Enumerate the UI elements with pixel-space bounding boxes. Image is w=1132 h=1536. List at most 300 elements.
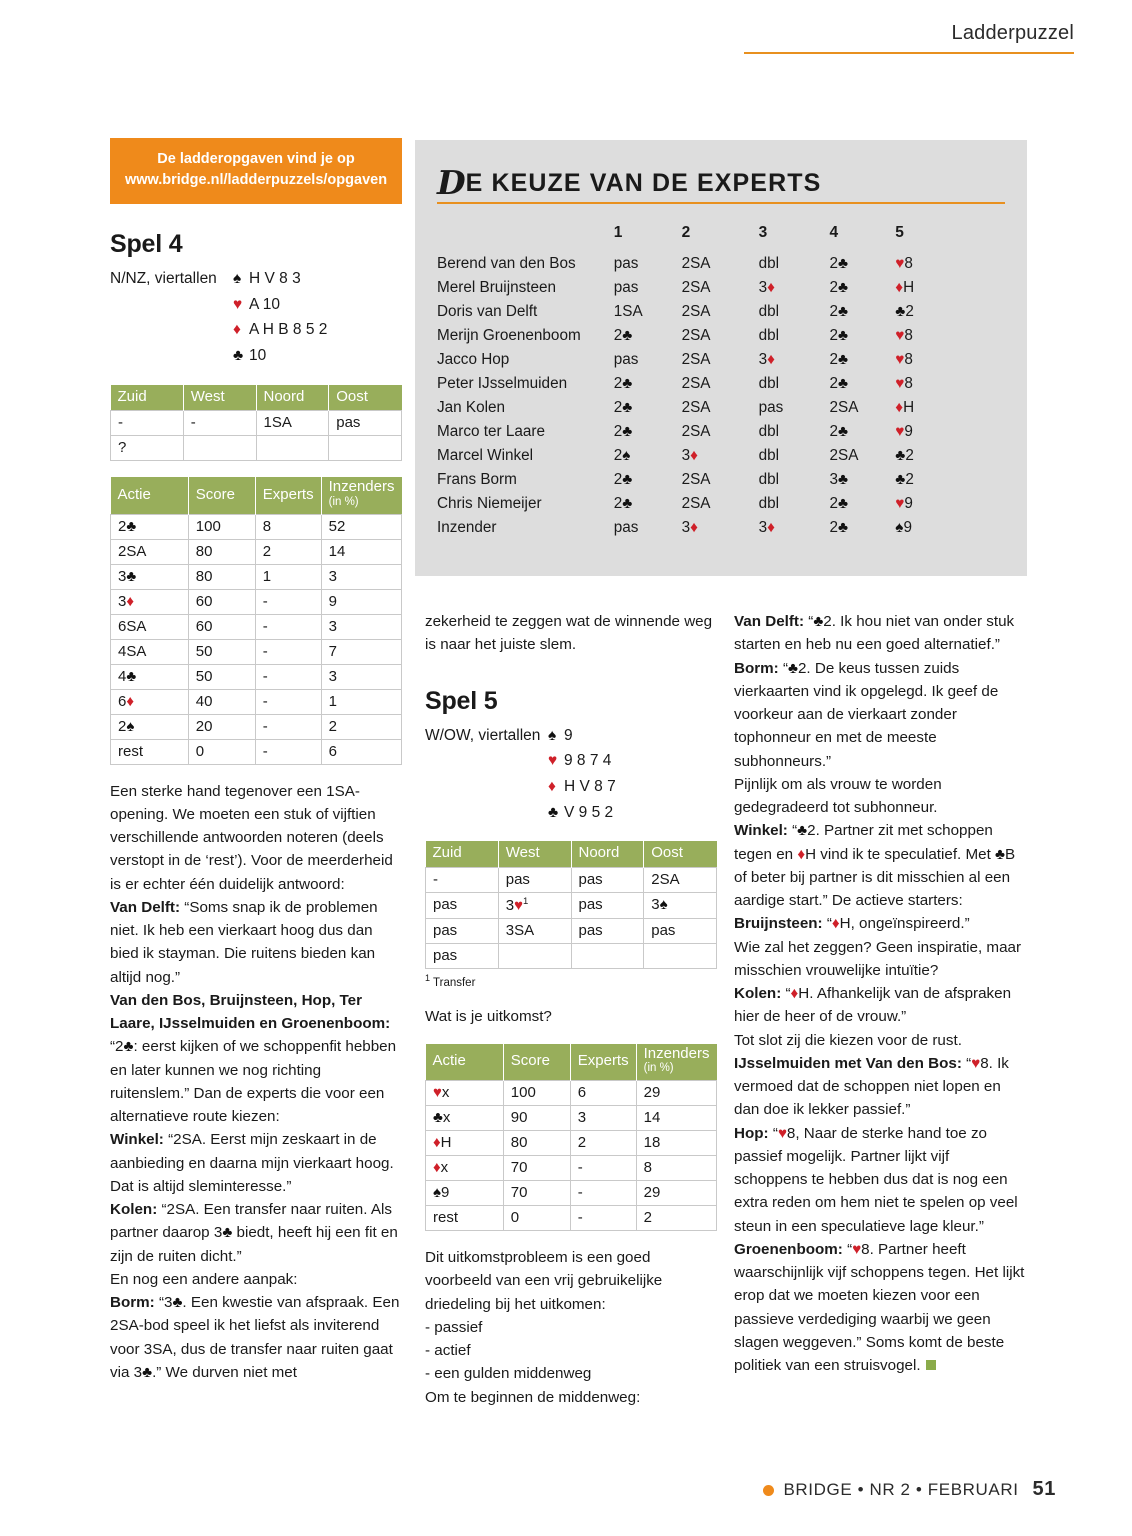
- quote: “♣2. De keus tussen zuids vierkaarten vind ik opgelegd. Ik geef de voorkeur aan de vierkaart zonder tophonneur en met de meeste subhonneurs.”: [734, 659, 999, 770]
- col-experts: Experts: [570, 1044, 636, 1081]
- club-icon: ♣: [222, 1224, 233, 1242]
- cell-score: 80: [188, 564, 255, 589]
- experts-row: [437, 348, 957, 372]
- quote: “2SA. Eerst mijn zeskaart in de aanbieding en daarna mijn vierkaart hoog. Dat is altijd sleminteresse.”: [110, 1131, 394, 1195]
- club-icon: ♣: [838, 327, 849, 344]
- spel4-heading: Spel 4: [110, 230, 183, 259]
- heart-icon: ♥: [895, 423, 905, 440]
- club-icon: ♣: [895, 471, 906, 488]
- col-oost: Oost: [644, 841, 717, 867]
- table-row: [111, 436, 402, 461]
- hand-row: [425, 723, 717, 749]
- cell-actie: ♣x: [426, 1106, 504, 1131]
- cell-score: 80: [188, 539, 255, 564]
- spel5-bidding-body: [426, 867, 717, 968]
- paragraph: [734, 1122, 1026, 1238]
- paragraph: Een sterke hand tegenover een 1SA-opening. We moeten een stuk of vijftien verschillende antwoorden noteren (deels verstopt in de ‘rest’). Voor de meerderheid is er echter één duidelijk antwoord:: [110, 782, 393, 893]
- table-row: [111, 639, 402, 664]
- spel4-clubs: 10: [249, 347, 267, 365]
- cell-experts: 8: [255, 514, 321, 539]
- paragraph: Dit uitkomstprobleem is een goed voorbeeld van een vrij gebruikelijke driedeling bij het uitkomen:: [425, 1249, 663, 1313]
- quote: “♥8. Partner heeft waarschijnlijk vijf schoppens tegen. Het lijkt erop dat we moeten kiezen voor een passieve verdediging waarbij we geen slagen weggeven.” Soms komt de beste politiek van een struisvogel.: [734, 1240, 1025, 1374]
- experts-row: [437, 324, 957, 348]
- quote: “♥8, Naar de sterke hand toe zo passief mogelijk. Partner lijkt vijf schoppens te hebben dus dat is nog een extra reden om hem niet te spelen op veel steun in een speculatieve lage kleur.”: [734, 1124, 1018, 1235]
- table-row: [111, 714, 402, 739]
- expert-answer-2: 3♦: [681, 519, 698, 536]
- club-icon: ♣: [895, 447, 906, 464]
- diamond-icon: ♦: [797, 845, 806, 863]
- heart-icon: ♥: [971, 1054, 981, 1072]
- hand-row: [110, 343, 402, 369]
- expert-answer-3: 3♦: [758, 279, 775, 296]
- speaker-label: Bruijnsteen:: [734, 915, 823, 933]
- page-footer: [0, 1478, 1132, 1501]
- expert-answer-4: 2♣: [829, 279, 849, 296]
- cell-experts: 2: [255, 539, 321, 564]
- club-icon: ♣: [622, 399, 633, 416]
- table-cell: pas: [498, 867, 571, 892]
- table-header-row: [426, 841, 717, 867]
- cell-score: 20: [188, 714, 255, 739]
- cell-actie: rest: [426, 1206, 504, 1231]
- cell-score: 50: [188, 664, 255, 689]
- expert-answer-5: ♦H: [895, 399, 915, 416]
- speaker-label: Kolen:: [734, 985, 782, 1002]
- cell-score: 90: [503, 1106, 570, 1131]
- club-icon: ♣: [788, 659, 798, 677]
- table-row: [426, 943, 717, 968]
- cell-actie: 6SA: [111, 614, 189, 639]
- diamond-icon: ♦: [433, 1159, 441, 1177]
- expert-answer-5: ♣2: [895, 471, 914, 488]
- spade-icon: ♠: [548, 726, 557, 744]
- paragraph: [110, 1198, 402, 1268]
- expert-answer-5: ♥9: [895, 495, 913, 512]
- spade-icon: ♠: [126, 717, 135, 735]
- spel4-vulnerability: N/NZ, viertallen: [110, 270, 217, 288]
- col-oost: Oost: [329, 385, 402, 411]
- table-row: [426, 1081, 717, 1106]
- cell-inzenders: 18: [636, 1131, 716, 1156]
- promo-box: [110, 138, 402, 204]
- cell-experts: -: [255, 614, 321, 639]
- expert-name: Merijn Groenenboom: [437, 327, 581, 344]
- table-cell: [183, 436, 256, 461]
- paragraph: En nog een andere aanpak:: [110, 1270, 298, 1288]
- spade-icon: ♠: [233, 270, 242, 288]
- expert-name: Marco ter Laare: [437, 423, 545, 440]
- col-score: Score: [188, 477, 255, 514]
- diamond-icon: ♦: [831, 915, 840, 933]
- club-icon: ♣: [838, 255, 849, 272]
- footnote-text: Transfer: [433, 976, 476, 989]
- spel5-actions-table: [425, 1044, 717, 1231]
- table-cell: -: [183, 411, 256, 436]
- spel5-footnote: [425, 973, 717, 989]
- spade-icon: ♠: [659, 896, 668, 914]
- expert-answer-4: 2♣: [829, 303, 849, 320]
- club-icon: ♣: [813, 613, 824, 630]
- spel5-hand: [425, 723, 717, 826]
- col-inzenders-label: Inzenders: [643, 1044, 710, 1062]
- cell-experts: 2: [570, 1131, 636, 1156]
- heart-icon: ♥: [777, 1124, 787, 1142]
- expert-answer-3: dbl: [758, 327, 780, 344]
- expert-answer-5: ♠9: [895, 519, 912, 536]
- running-head-rule: [744, 52, 1074, 54]
- expert-name: Peter IJsselmuiden: [437, 375, 568, 392]
- diamond-icon: ♦: [433, 1134, 441, 1152]
- cell-experts: -: [570, 1181, 636, 1206]
- cell-actie: 6♦: [111, 689, 189, 714]
- col-5: 5: [895, 224, 904, 241]
- club-icon: ♣: [233, 347, 244, 365]
- title-dropcap: D: [437, 163, 466, 202]
- club-icon: ♣: [126, 667, 137, 685]
- spel5-question: Wat is je uitkomst?: [425, 1007, 552, 1025]
- paragraph: [734, 610, 1026, 657]
- expert-answer-2: 2SA: [681, 303, 711, 320]
- cell-inzenders: 2: [321, 714, 401, 739]
- table-cell: pas: [426, 943, 499, 968]
- cell-inzenders: 2: [636, 1206, 716, 1231]
- speaker-label: IJsselmuiden met Van den Bos:: [734, 1054, 962, 1072]
- col-score: Score: [503, 1044, 570, 1081]
- club-icon: ♣: [172, 1294, 183, 1312]
- cell-actie: ♠9: [426, 1181, 504, 1206]
- expert-answer-1: 2♠: [613, 447, 631, 464]
- speaker-label: Van den Bos, Bruijnsteen, Hop, Ter Laare, IJsselmuiden en Groenenboom:: [110, 991, 391, 1033]
- table-row: [111, 539, 402, 564]
- experts-table-body: [437, 252, 957, 540]
- quote: “2SA. Een transfer naar ruiten. Als partner daarop 3♣ biedt, heeft hij een fit en zijn de ruiten dicht.”: [110, 1201, 398, 1265]
- table-cell: 3SA: [498, 918, 571, 943]
- diamond-icon: ♦: [767, 519, 775, 536]
- club-icon: ♣: [838, 519, 849, 536]
- col-noord: Noord: [256, 385, 329, 411]
- experts-row: [437, 300, 957, 324]
- expert-answer-4: 2SA: [829, 399, 859, 416]
- col-expert-name: [437, 224, 614, 252]
- cell-inzenders: 52: [321, 514, 401, 539]
- spade-icon: ♠: [433, 1184, 441, 1202]
- table-row: [426, 1181, 717, 1206]
- table-row: [111, 411, 402, 436]
- experts-row: [437, 492, 957, 516]
- experts-row: [437, 516, 957, 540]
- club-icon: ♣: [838, 495, 849, 512]
- cell-actie: ♦x: [426, 1156, 504, 1181]
- table-cell: -: [111, 411, 184, 436]
- table-cell: pas: [329, 411, 402, 436]
- table-cell: pas: [571, 892, 644, 918]
- paragraph: Pijnlijk om als vrouw te worden gedegradeerd tot subhonneur.: [734, 775, 942, 816]
- expert-answer-2: 2SA: [681, 375, 711, 392]
- diamond-icon: ♦: [790, 985, 799, 1002]
- list-item: - passief: [425, 1318, 483, 1336]
- paragraph: [734, 912, 1026, 935]
- col-inzenders: [321, 477, 401, 514]
- cell-inzenders: 6: [321, 739, 401, 764]
- expert-name: Frans Borm: [437, 471, 517, 488]
- speaker-label: Groenenboom:: [734, 1240, 843, 1258]
- club-icon: ♣: [622, 327, 633, 344]
- spade-icon: ♠: [622, 447, 631, 464]
- quote: “♥8. Ik vermoed dat de schoppen niet lopen en dan doe ik lekker passief.”: [734, 1054, 1009, 1119]
- cell-actie: 4SA: [111, 639, 189, 664]
- left-body-text: [110, 780, 402, 1385]
- expert-answer-3: dbl: [758, 447, 780, 464]
- table-header-row: [111, 385, 402, 411]
- expert-answer-5: ♥8: [895, 351, 913, 368]
- cell-score: 0: [503, 1206, 570, 1231]
- spel5-clubs: V 9 5 2: [564, 803, 614, 821]
- cell-score: 100: [188, 514, 255, 539]
- expert-answer-4: 2♣: [829, 375, 849, 392]
- quote: “♣2. Partner zit met schoppen tegen en ♦H vind ik te speculatief. Met ♣B of beter bij partner is dit misschien al een aardige start.” De actieve starters:: [734, 822, 1016, 909]
- table-row: [426, 1106, 717, 1131]
- expert-answer-4: 2♣: [829, 351, 849, 368]
- club-icon: ♣: [895, 303, 906, 320]
- spel4-hand: [110, 266, 402, 369]
- speaker-label: Borm:: [110, 1294, 155, 1312]
- diamond-icon: ♦: [895, 279, 904, 296]
- cell-experts: -: [255, 739, 321, 764]
- expert-answer-5: ♣2: [895, 303, 914, 320]
- table-row: [426, 1131, 717, 1156]
- table-cell: pas: [426, 918, 499, 943]
- table-cell: 3♥$^1$: [498, 892, 571, 918]
- title-rest: E KEUZE VAN DE EXPERTS: [465, 169, 822, 197]
- cell-experts: 1: [255, 564, 321, 589]
- cell-inzenders: 3: [321, 564, 401, 589]
- speaker-label: Borm:: [734, 659, 779, 677]
- col-zuid: Zuid: [111, 385, 184, 411]
- hand-row: [110, 266, 402, 292]
- quote: “3♣. Een kwestie van afspraak. Een 2SA-bod speel ik het liefst als inviterend voor 3SA, dus de transfer naar ruiten gaat via 3♣.” We durven niet met: [110, 1294, 400, 1381]
- table-cell: [329, 436, 402, 461]
- paragraph: [734, 657, 1026, 773]
- cell-inzenders: 7: [321, 639, 401, 664]
- paragraph: Om te beginnen de middenweg:: [425, 1388, 641, 1406]
- cell-inzenders: 8: [636, 1156, 716, 1181]
- cell-experts: -: [255, 639, 321, 664]
- paragraph: Wie zal het zeggen? Geen inspiratie, maar misschien vrouwelijke intuïtie?: [734, 938, 1022, 979]
- hand-row: [425, 774, 717, 800]
- expert-answer-5: ♥8: [895, 375, 913, 392]
- expert-answer-2: 2SA: [681, 351, 711, 368]
- table-cell: ?: [111, 436, 184, 461]
- table-row: [426, 867, 717, 892]
- table-cell: [571, 943, 644, 968]
- col-inzenders-sub: (in %): [643, 1062, 674, 1075]
- table-cell: pas: [571, 918, 644, 943]
- table-cell: -: [426, 867, 499, 892]
- expert-answer-2: 2SA: [681, 255, 711, 272]
- spel4-diamonds: A H B 8 5 2: [249, 321, 328, 339]
- table-cell: [644, 943, 717, 968]
- cell-inzenders: 29: [636, 1181, 716, 1206]
- hand-row: [425, 748, 717, 774]
- club-icon: ♣: [126, 567, 137, 585]
- paragraph: [734, 819, 1026, 912]
- table-row: [111, 514, 402, 539]
- expert-answer-1: pas: [613, 351, 639, 368]
- spel4-bidding-table: [110, 385, 402, 462]
- right-column: [734, 610, 1026, 1377]
- middle-column: [425, 610, 717, 1409]
- speaker-label: Hop:: [734, 1124, 769, 1142]
- experts-panel-rule: [437, 202, 1005, 204]
- cell-score: 70: [503, 1156, 570, 1181]
- speaker-label: Van Delft:: [110, 898, 181, 916]
- expert-name: Jan Kolen: [437, 399, 506, 416]
- club-icon: ♣: [838, 471, 849, 488]
- spel5-hearts: 9 8 7 4: [564, 752, 612, 770]
- heart-icon: ♥: [433, 1084, 442, 1102]
- club-icon: ♣: [797, 822, 808, 840]
- table-cell: pas: [644, 918, 717, 943]
- col-west: West: [498, 841, 571, 867]
- spade-icon: ♠: [895, 519, 904, 536]
- expert-answer-4: 2♣: [829, 519, 849, 536]
- cell-actie: 3♦: [111, 589, 189, 614]
- running-head: [744, 22, 1074, 54]
- col-1: 1: [613, 224, 623, 241]
- table-row: [426, 1156, 717, 1181]
- quote: “♦H, ongeïnspireerd.”: [822, 915, 970, 933]
- cell-inzenders: 29: [636, 1081, 716, 1106]
- cell-inzenders: 14: [636, 1106, 716, 1131]
- speaker-label: Van Delft:: [734, 613, 805, 630]
- heart-icon: ♥: [548, 752, 558, 770]
- table-row: [111, 564, 402, 589]
- expert-name: Jacco Hop: [437, 351, 510, 368]
- paragraph: zekerheid te zeggen wat de winnende weg is naar het juiste slem.: [425, 613, 713, 654]
- spel5-vulnerability: W/OW, viertallen: [425, 726, 541, 744]
- club-icon: ♣: [838, 423, 849, 440]
- expert-answer-1: 2♣: [613, 423, 633, 440]
- expert-name: Doris van Delft: [437, 303, 538, 320]
- paragraph: [734, 982, 1026, 1029]
- col-experts: Experts: [255, 477, 321, 514]
- page-number: 51: [1032, 1478, 1056, 1500]
- table-header-row: [426, 1044, 717, 1081]
- table-cell: pas: [426, 892, 499, 918]
- expert-answer-1: 2♣: [613, 375, 633, 392]
- heart-icon: ♥: [895, 495, 905, 512]
- cell-experts: -: [570, 1206, 636, 1231]
- experts-row: [437, 420, 957, 444]
- club-icon: ♣: [622, 375, 633, 392]
- cell-actie: 2♣: [111, 514, 189, 539]
- cell-score: 60: [188, 589, 255, 614]
- col-inzenders: [636, 1044, 716, 1081]
- quote: “♦H. Afhankelijk van de afspraken hier de heer of de vrouw.”: [734, 985, 1012, 1026]
- cell-actie: 3♣: [111, 564, 189, 589]
- expert-answer-4: 2♣: [829, 255, 849, 272]
- expert-answer-1: 1SA: [613, 303, 643, 320]
- table-cell: pas: [571, 867, 644, 892]
- diamond-icon: ♦: [895, 399, 904, 416]
- col-west: West: [183, 385, 256, 411]
- cell-inzenders: 3: [321, 664, 401, 689]
- expert-answer-1: pas: [613, 279, 639, 296]
- col-4: 4: [829, 224, 839, 241]
- club-icon: ♣: [123, 1038, 134, 1056]
- hand-row: [110, 317, 402, 343]
- speaker-label: Winkel:: [110, 1131, 164, 1149]
- expert-answer-4: 2♣: [829, 423, 849, 440]
- table-row: [111, 739, 402, 764]
- cell-score: 80: [503, 1131, 570, 1156]
- expert-answer-5: ♣2: [895, 447, 914, 464]
- expert-name: Marcel Winkel: [437, 447, 534, 464]
- table-row: [426, 892, 717, 918]
- paragraph: [734, 1238, 1026, 1378]
- experts-row: [437, 468, 957, 492]
- cell-experts: -: [570, 1156, 636, 1181]
- expert-answer-2: 3♦: [681, 447, 698, 464]
- experts-row: [437, 396, 957, 420]
- expert-answer-2: 2SA: [681, 327, 711, 344]
- spel5-spades: 9: [564, 726, 573, 744]
- experts-header-row: [437, 224, 957, 252]
- spel5-bidding-table: [425, 841, 717, 969]
- spel5-actions-body: [426, 1081, 717, 1231]
- paragraph: Tot slot zij die kiezen voor de rust.: [734, 1031, 962, 1049]
- quote: “♣2. Ik hou niet van onder stuk starten en heb nu een goed alternatief.”: [734, 613, 1015, 654]
- diamond-icon: ♦: [126, 592, 134, 610]
- expert-answer-1: 2♣: [613, 399, 633, 416]
- expert-answer-1: 2♣: [613, 471, 633, 488]
- table-row: [111, 589, 402, 614]
- expert-answer-4: 3♣: [829, 471, 849, 488]
- experts-row: [437, 252, 957, 276]
- speaker-label: Kolen:: [110, 1201, 158, 1219]
- paragraph: [734, 1052, 1026, 1122]
- expert-answer-4: 2♣: [829, 327, 849, 344]
- hand-row: [110, 292, 402, 318]
- expert-answer-1: pas: [613, 255, 639, 272]
- quote: “Soms snap ik de problemen niet. Ik heb een vierkaart hoog dus dan bied ik stayman. Die ruitens bieden kan altijd nog.”: [110, 898, 378, 986]
- col-zuid: Zuid: [426, 841, 499, 867]
- cell-actie: ♦H: [426, 1131, 504, 1156]
- promo-line-1: De ladderopgaven vind je op: [157, 151, 355, 167]
- club-icon: ♣: [622, 471, 633, 488]
- expert-answer-3: dbl: [758, 495, 780, 512]
- experts-panel: [415, 140, 1027, 576]
- spel5-diamonds: H V 8 7: [564, 777, 616, 795]
- diamond-icon: ♦: [126, 692, 134, 710]
- club-icon: ♣: [995, 845, 1005, 863]
- diamond-icon: ♦: [690, 447, 698, 464]
- cell-score: 60: [188, 614, 255, 639]
- end-of-article-mark: [926, 1360, 936, 1370]
- heart-icon: ♥: [852, 1240, 862, 1258]
- expert-answer-2: 2SA: [681, 279, 711, 296]
- expert-name: Chris Niemeijer: [437, 495, 542, 512]
- heart-icon: ♥: [895, 327, 905, 344]
- heart-icon: ♥: [895, 351, 905, 368]
- expert-answer-3: 3♦: [758, 351, 775, 368]
- middle-body-text: [425, 1246, 717, 1409]
- cell-score: 70: [503, 1181, 570, 1206]
- paragraph: [110, 896, 402, 989]
- expert-answer-3: dbl: [758, 423, 780, 440]
- cell-experts: -: [255, 714, 321, 739]
- diamond-icon: ♦: [690, 519, 698, 536]
